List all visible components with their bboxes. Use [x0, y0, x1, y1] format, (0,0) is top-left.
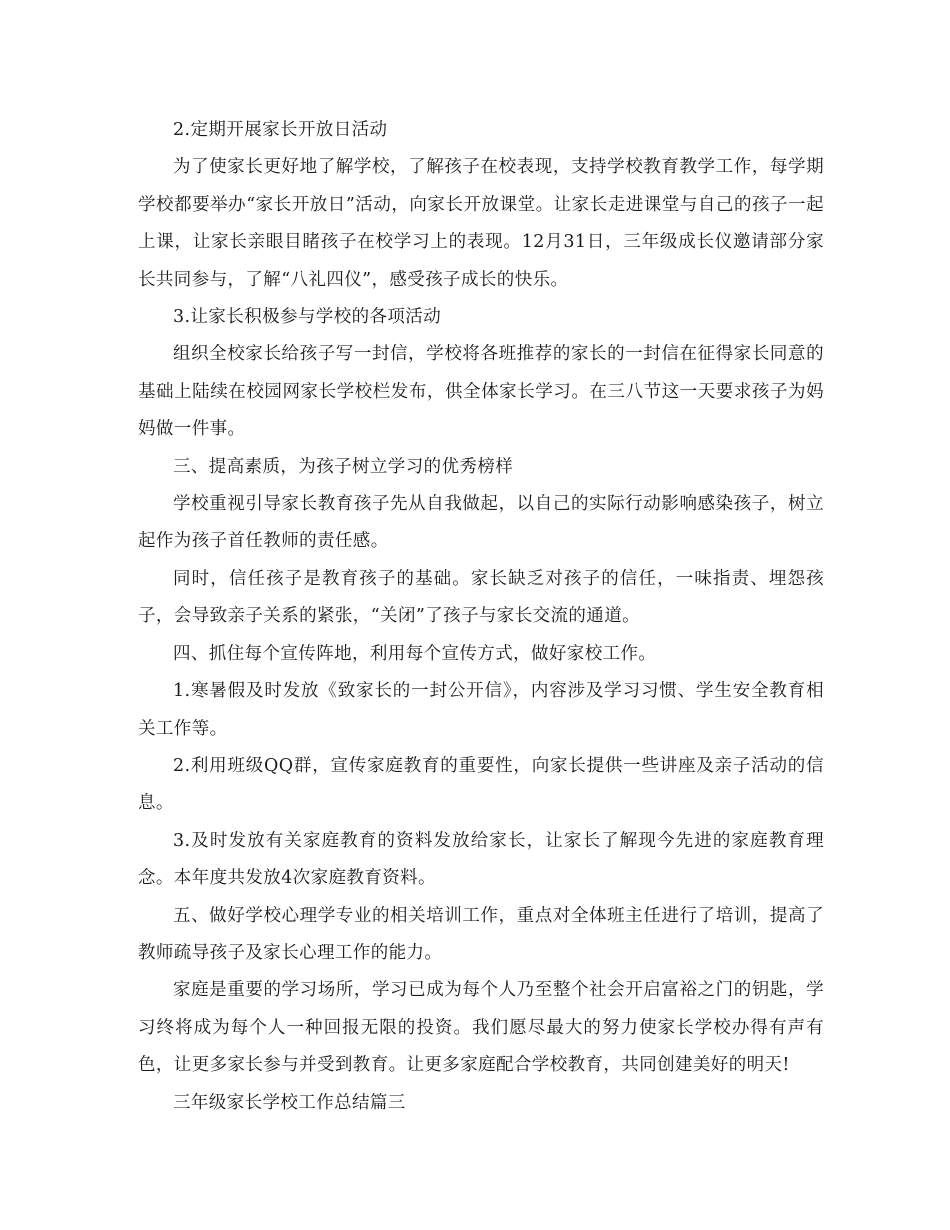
paragraph-psychology-training: 五、做好学校心理学专业的相关培训工作，重点对全体班主任进行了培训，提高了教师疏导孩子及家长心理工作的能力。 — [138, 905, 824, 963]
list-item-qq-group: 2.利用班级QQ群，宣传家庭教育的重要性，向家长提供一些讲座及亲子活动的信息。 — [138, 755, 824, 814]
list-item-education-materials: 3.及时发放有关家庭教育的资料发放给家长，让家长了解现今先进的家庭教育理念。本年度共发放4次家庭教育资料。 — [138, 830, 824, 889]
section-heading-role-model: 三、提高素质，为孩子树立学习的优秀榜样 — [173, 456, 514, 477]
paragraph-parent-letters: 组织全校家长给孩子写一封信，学校将各班推荐的家长的一封信在征得家长同意的基础上陆续在校园网家长学校栏发布，供全体家长学习。在三八节这一天要求孩子为妈妈做一件事。 — [138, 344, 824, 440]
next-article-title: 三年级家长学校工作总结篇三 — [173, 1092, 406, 1113]
list-item-open-letter: 1.寒暑假及时发放《致家长的一封公开信》，内容涉及学习习惯、学生安全教育相关工作等。 — [138, 681, 824, 739]
section-heading-parent-activities: 3.让家长积极参与学校的各项活动 — [173, 307, 442, 328]
document-page — [138, 112, 824, 1122]
section-heading-parent-open-day: 2.定期开展家长开放日活动 — [173, 120, 388, 140]
paragraph-trust-children: 同时，信任孩子是教育孩子的基础。家长缺乏对孩子的信任，一味指责、埋怨孩子，会导致亲子关系的紧张，“关闭”了孩子与家长交流的通道。 — [138, 568, 824, 627]
paragraph-open-day: 为了使家长更好地了解学校，了解孩子在校表现，支持学校教育教学工作，每学期学校都要举办“家长开放日”活动，向家长开放课堂。让家长走进课堂与自己的孩子一起上课，让家长亲眼目睹孩子在校学习上的表现。12月31日，三年级成长仪邀请部分家长共同参与，了解“八礼四仪”，感受孩子成长的快乐。 — [138, 157, 824, 290]
paragraph-conclusion: 家庭是重要的学习场所，学习已成为每个人乃至整个社会开启富裕之门的钥匙，学习终将成为每个人一种回报无限的投资。我们愿尽最大的努力使家长学校办得有声有色，让更多家长参与并受到教育。让更多家庭配合学校教育，共同创建美好的明天! — [138, 980, 824, 1076]
section-heading-publicity: 四、抓住每个宣传阵地，利用每个宣传方式，做好家校工作。 — [173, 643, 657, 664]
paragraph-lead-by-example: 学校重视引导家长教育孩子先从自我做起，以自己的实际行动影响感染孩子，树立起作为孩子首任教师的责任感。 — [138, 494, 824, 552]
